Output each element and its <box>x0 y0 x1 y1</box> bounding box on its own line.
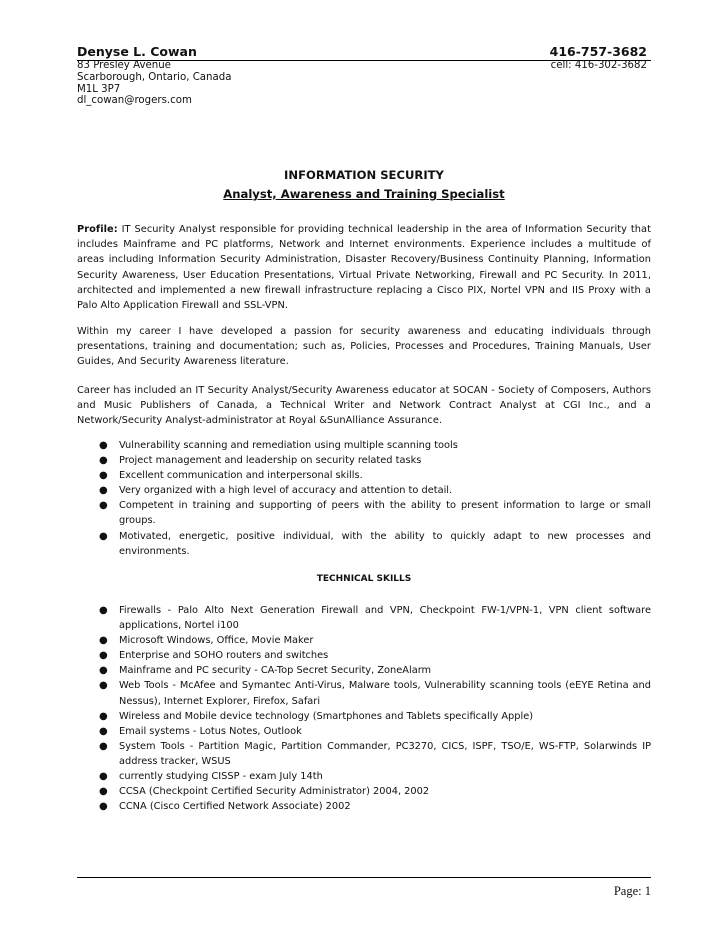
address-postal-code: M1L 3P7 <box>77 83 121 95</box>
skill-item <box>77 633 651 648</box>
skill-item <box>77 709 651 724</box>
profile-label: Profile: <box>77 224 118 235</box>
skill-item <box>77 724 651 739</box>
bullet-icon: ● <box>99 530 108 542</box>
strength-item <box>77 438 651 453</box>
skill-text: Microsoft Windows, Office, Movie Maker <box>119 635 314 647</box>
profile-paragraph <box>77 222 651 313</box>
skill-text: Mainframe and PC security - CA-Top Secret Security, ZoneAlarm <box>119 665 432 677</box>
address-city: Scarborough, Ontario, Canada <box>77 71 232 83</box>
bullet-icon: ● <box>99 485 108 497</box>
subtitle-text: Analyst, Awareness and Training Specialist <box>223 187 505 201</box>
bullet-icon: ● <box>99 470 108 482</box>
skill-item <box>77 648 651 663</box>
strengths-list <box>77 438 651 559</box>
primary-phone: 416-757-3682 <box>549 44 647 59</box>
cell-phone: cell: 416-302-3682 <box>550 60 647 71</box>
strength-text: Excellent communication and interpersonal skills. <box>119 470 363 482</box>
bullet-icon: ● <box>99 440 108 451</box>
strength-item <box>77 453 651 468</box>
strength-item <box>77 529 651 559</box>
skill-text: System Tools - Partition Magic, Partition Commander, PC3270, CICS, ISPF, TSO/E, WS-FTP, Solarwinds IP address tracker, WSUS <box>119 740 651 767</box>
contact-block <box>77 60 651 107</box>
skill-text: Enterprise and SOHO routers and switches <box>119 650 329 662</box>
footer-divider <box>77 877 651 878</box>
candidate-name: Denyse L. Cowan <box>77 44 197 59</box>
bullet-icon: ● <box>99 801 108 813</box>
bullet-icon: ● <box>99 635 108 647</box>
skill-item <box>77 678 651 708</box>
bullet-icon: ● <box>99 786 108 798</box>
strength-text: Motivated, energetic, positive individual, with the ability to quickly adapt to new processes and environments. <box>119 530 651 557</box>
strength-item <box>77 468 651 483</box>
bullet-icon: ● <box>99 455 108 467</box>
strength-text: Very organized with a high level of accuracy and attention to detail. <box>119 485 453 497</box>
document-title: INFORMATION SECURITY <box>284 168 444 182</box>
skill-item <box>77 739 651 769</box>
skill-item <box>77 769 651 784</box>
career-history-paragraph: Career has included an IT Security Analyst/Security Awareness educator at SOCAN - Society of Composers, Authors and Music Publishers of Canada, a Technical Writer and Network Contract Analyst at CGI Inc., and a Network/Security Analyst-administrator at Royal &SunAlliance Assurance. <box>77 385 651 427</box>
bullet-icon: ● <box>99 740 108 752</box>
address-street: 83 Presley Avenue <box>77 60 171 71</box>
technical-skills-heading: TECHNICAL SKILLS <box>316 574 412 584</box>
email-address: dl_cowan@rogers.com <box>77 95 192 107</box>
strength-text: Vulnerability scanning and remediation using multiple scanning tools <box>119 440 458 451</box>
document-subtitle <box>77 186 651 202</box>
bullet-icon: ● <box>99 500 108 512</box>
skill-text: Firewalls - Palo Alto Next Generation Firewall and VPN, Checkpoint FW-1/VPN-1, VPN client software applications, Nortel i100 <box>119 605 651 632</box>
bullet-icon: ● <box>99 710 108 722</box>
skill-item <box>77 784 651 799</box>
bullet-icon: ● <box>99 665 108 677</box>
skill-item <box>77 603 651 633</box>
skill-text: currently studying CISSP - exam July 14th <box>119 771 323 783</box>
skill-item <box>77 663 651 678</box>
skill-item <box>77 799 651 814</box>
technical-skills-list <box>77 603 651 814</box>
strength-text: Project management and leadership on security related tasks <box>119 455 422 467</box>
skill-text: Wireless and Mobile device technology (Smartphones and Tablets specifically Apple) <box>119 710 534 722</box>
page-number: Page: 1 <box>613 884 651 898</box>
strength-text: Competent in training and supporting of peers with the ability to present information to large or small groups. <box>119 500 651 527</box>
strength-item <box>77 483 651 498</box>
profile-text: IT Security Analyst responsible for providing technical leadership in the area of Information Security that includes Mainframe and PC platforms, Network and Internet environments. Experience includes a multitude of areas including Information Security Administration, Disaster Recovery/Business Continuity Planning, Information Security Awareness, User Education Presentations, Virtual Private Networking, Firewall and PC Security. In 2011, architected and implemented a new firewall infrastructure replacing a Cisco PIX, Nortel VPN and IIS Proxy with a Palo Alto Application Firewall and SSL-VPN. <box>77 224 651 312</box>
bullet-icon: ● <box>99 725 108 737</box>
skill-text: CCSA (Checkpoint Certified Security Administrator) 2004, 2002 <box>119 786 430 798</box>
skill-text: Web Tools - McAfee and Symantec Anti-Virus, Malware tools, Vulnerability scanning tools (eEYE Retina and Nessus), Internet Explorer, Firefox, Safari <box>119 680 651 707</box>
skill-text: CCNA (Cisco Certified Network Associate) 2002 <box>119 801 351 813</box>
header-name-row <box>77 43 651 61</box>
bullet-icon: ● <box>99 771 108 783</box>
career-passion-paragraph: Within my career I have developed a passion for security awareness and educating individuals through presentations, training and documentation; such as, Policies, Processes and Procedures, Training Manuals, User Guides, And Security Awareness literature. <box>77 326 651 368</box>
strength-item <box>77 498 651 528</box>
bullet-icon: ● <box>99 605 108 616</box>
bullet-icon: ● <box>99 650 108 662</box>
bullet-icon: ● <box>99 680 108 692</box>
skill-text: Email systems - Lotus Notes, Outlook <box>119 725 302 737</box>
